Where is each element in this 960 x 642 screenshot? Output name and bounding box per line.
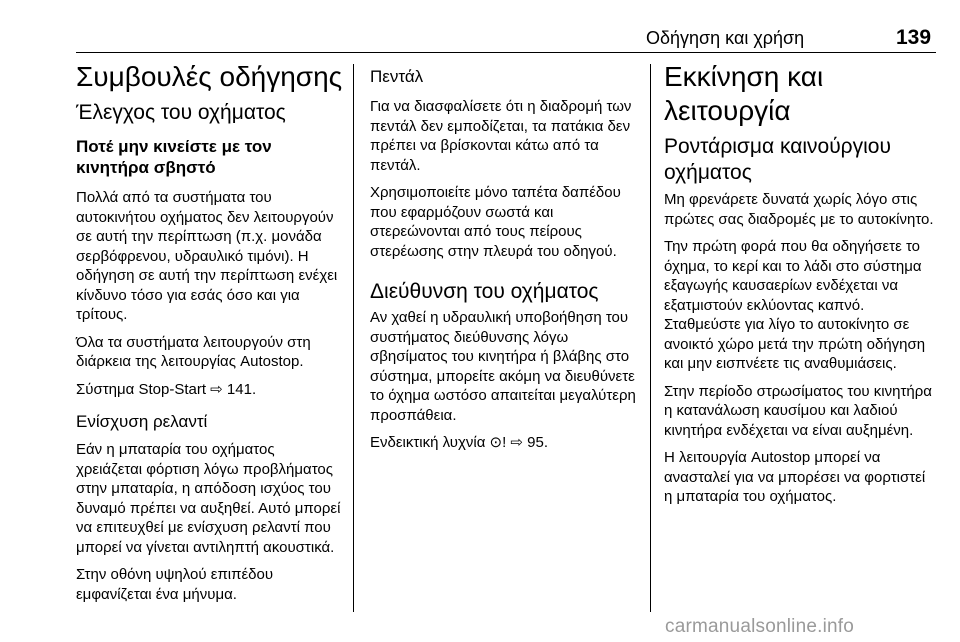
paragraph: Στην περίοδο στρωσίματος του κινητήρα η κατανάλωση καυσίμου και λαδιού κινητήρα ενδέχεται να είναι αυξημένη. [664,382,932,439]
paragraph: Αν χαθεί η υδραυλική υποβοήθηση του συστήματος διεύθυνσης λόγω σβησίματος του κινητήρα ή βλάβης στο σύστημα, μπορείτε ακόμη να διευθύνετε το όχημα ωστόσο απαιτείται μεγαλύτερη προσπάθεια. [370,309,636,424]
column-3 [664,60,936,515]
subheading-pedals: Πεντάλ [370,67,424,86]
paragraph: Την πρώτη φορά που θα οδηγήσετε το όχημα, το κερί και το λάδι στο σύστημα εξαγωγής καυσαερίων ενδέχεται να εξατμιστούν εκλύοντας καπνό. Σταθμεύστε για λίγο το αυτοκίνητο σε ανοικτό χώρο μετά την πρώτη οδήγηση και μην εισπνέετε τις αναθυμιάσεις. [664,238,926,372]
section-heading-steering: Διεύθυνση του οχήματος [370,280,599,303]
subheading-running-in: Ροντάρισμα καινούργιου οχήματος [664,135,891,184]
subheading-vehicle-control: Έλεγχος του οχήματος [76,101,286,124]
column-2 [370,60,638,461]
header-rule [76,52,936,53]
paragraph: Η λειτουργία Autostop μπορεί να ανασταλεί για να μπορέσει να φορτιστεί η μπαταρία του οχήματος. [664,449,926,505]
paragraph: Μη φρενάρετε δυνατά χωρίς λόγο στις πρώτες σας διαδρομές με το αυτοκίνητο. [664,191,934,228]
column-divider-2 [650,64,651,612]
paragraph: Πολλά από τα συστήματα του αυτοκινήτου οχήματος δεν λειτουργούν σε αυτή την περίπτωση (π.χ. μονάδα σερβόφρενου, υδραυλικό τιμόνι). Η οδήγηση σε αυτή την περίπτωση ενέχει κίνδυνο τόσο για εσάς όσο και για τρίτους. [76,189,338,323]
paragraph: Εάν η μπαταρία του οχήματος χρειάζεται φόρτιση λόγω προβλήματος στην μπαταρία, η απόδοση ισχύος του δυναμό πρέπει να αυξηθεί. Αυτό μπορεί να επιτευχθεί με ενίσχυση ρελαντί που μπορεί να γίνεται αντιληπτή ακουστικά. [76,441,341,556]
paragraph: Σύστημα Stop-Start ⇨ 141. [76,380,257,398]
paragraph: Όλα τα συστήματα λειτουργούν στη διάρκεια της λειτουργίας Autostop. [76,333,311,370]
header-title: Οδήγηση και χρήση [646,28,805,48]
page-number: 139 [896,26,932,49]
watermark: carmanualsonline.info [665,616,855,637]
column-1 [76,60,344,612]
paragraph: Ενδεικτική λυχνία ⊙! ⇨ 95. [370,434,549,451]
section-heading-driving-tips: Συμβουλές οδήγησης [76,61,343,92]
bold-heading-engine-off: Ποτέ μην κινείστε με τον κινητήρα σβηστό [76,137,272,177]
column-divider-1 [353,64,354,612]
paragraph: Χρησιμοποιείτε μόνο ταπέτα δαπέδου που εφαρμόζουν σωστά και στερεώνονται από τους πείρους στερέωσης στην πλευρά του οδηγού. [370,184,621,260]
paragraph: Για να διασφαλίσετε ότι η διαδρομή των πεντάλ δεν εμποδίζεται, τα πατάκια δεν πρέπει να βρίσκονται κάτω από τα πεντάλ. [370,98,632,174]
subheading-idle-boost: Ενίσχυση ρελαντί [76,412,208,431]
section-heading-starting: Εκκίνηση και λειτουργία [664,61,824,126]
paragraph: Στην οθόνη υψηλού επιπέδου εμφανίζεται ένα μήνυμα. [76,566,274,603]
